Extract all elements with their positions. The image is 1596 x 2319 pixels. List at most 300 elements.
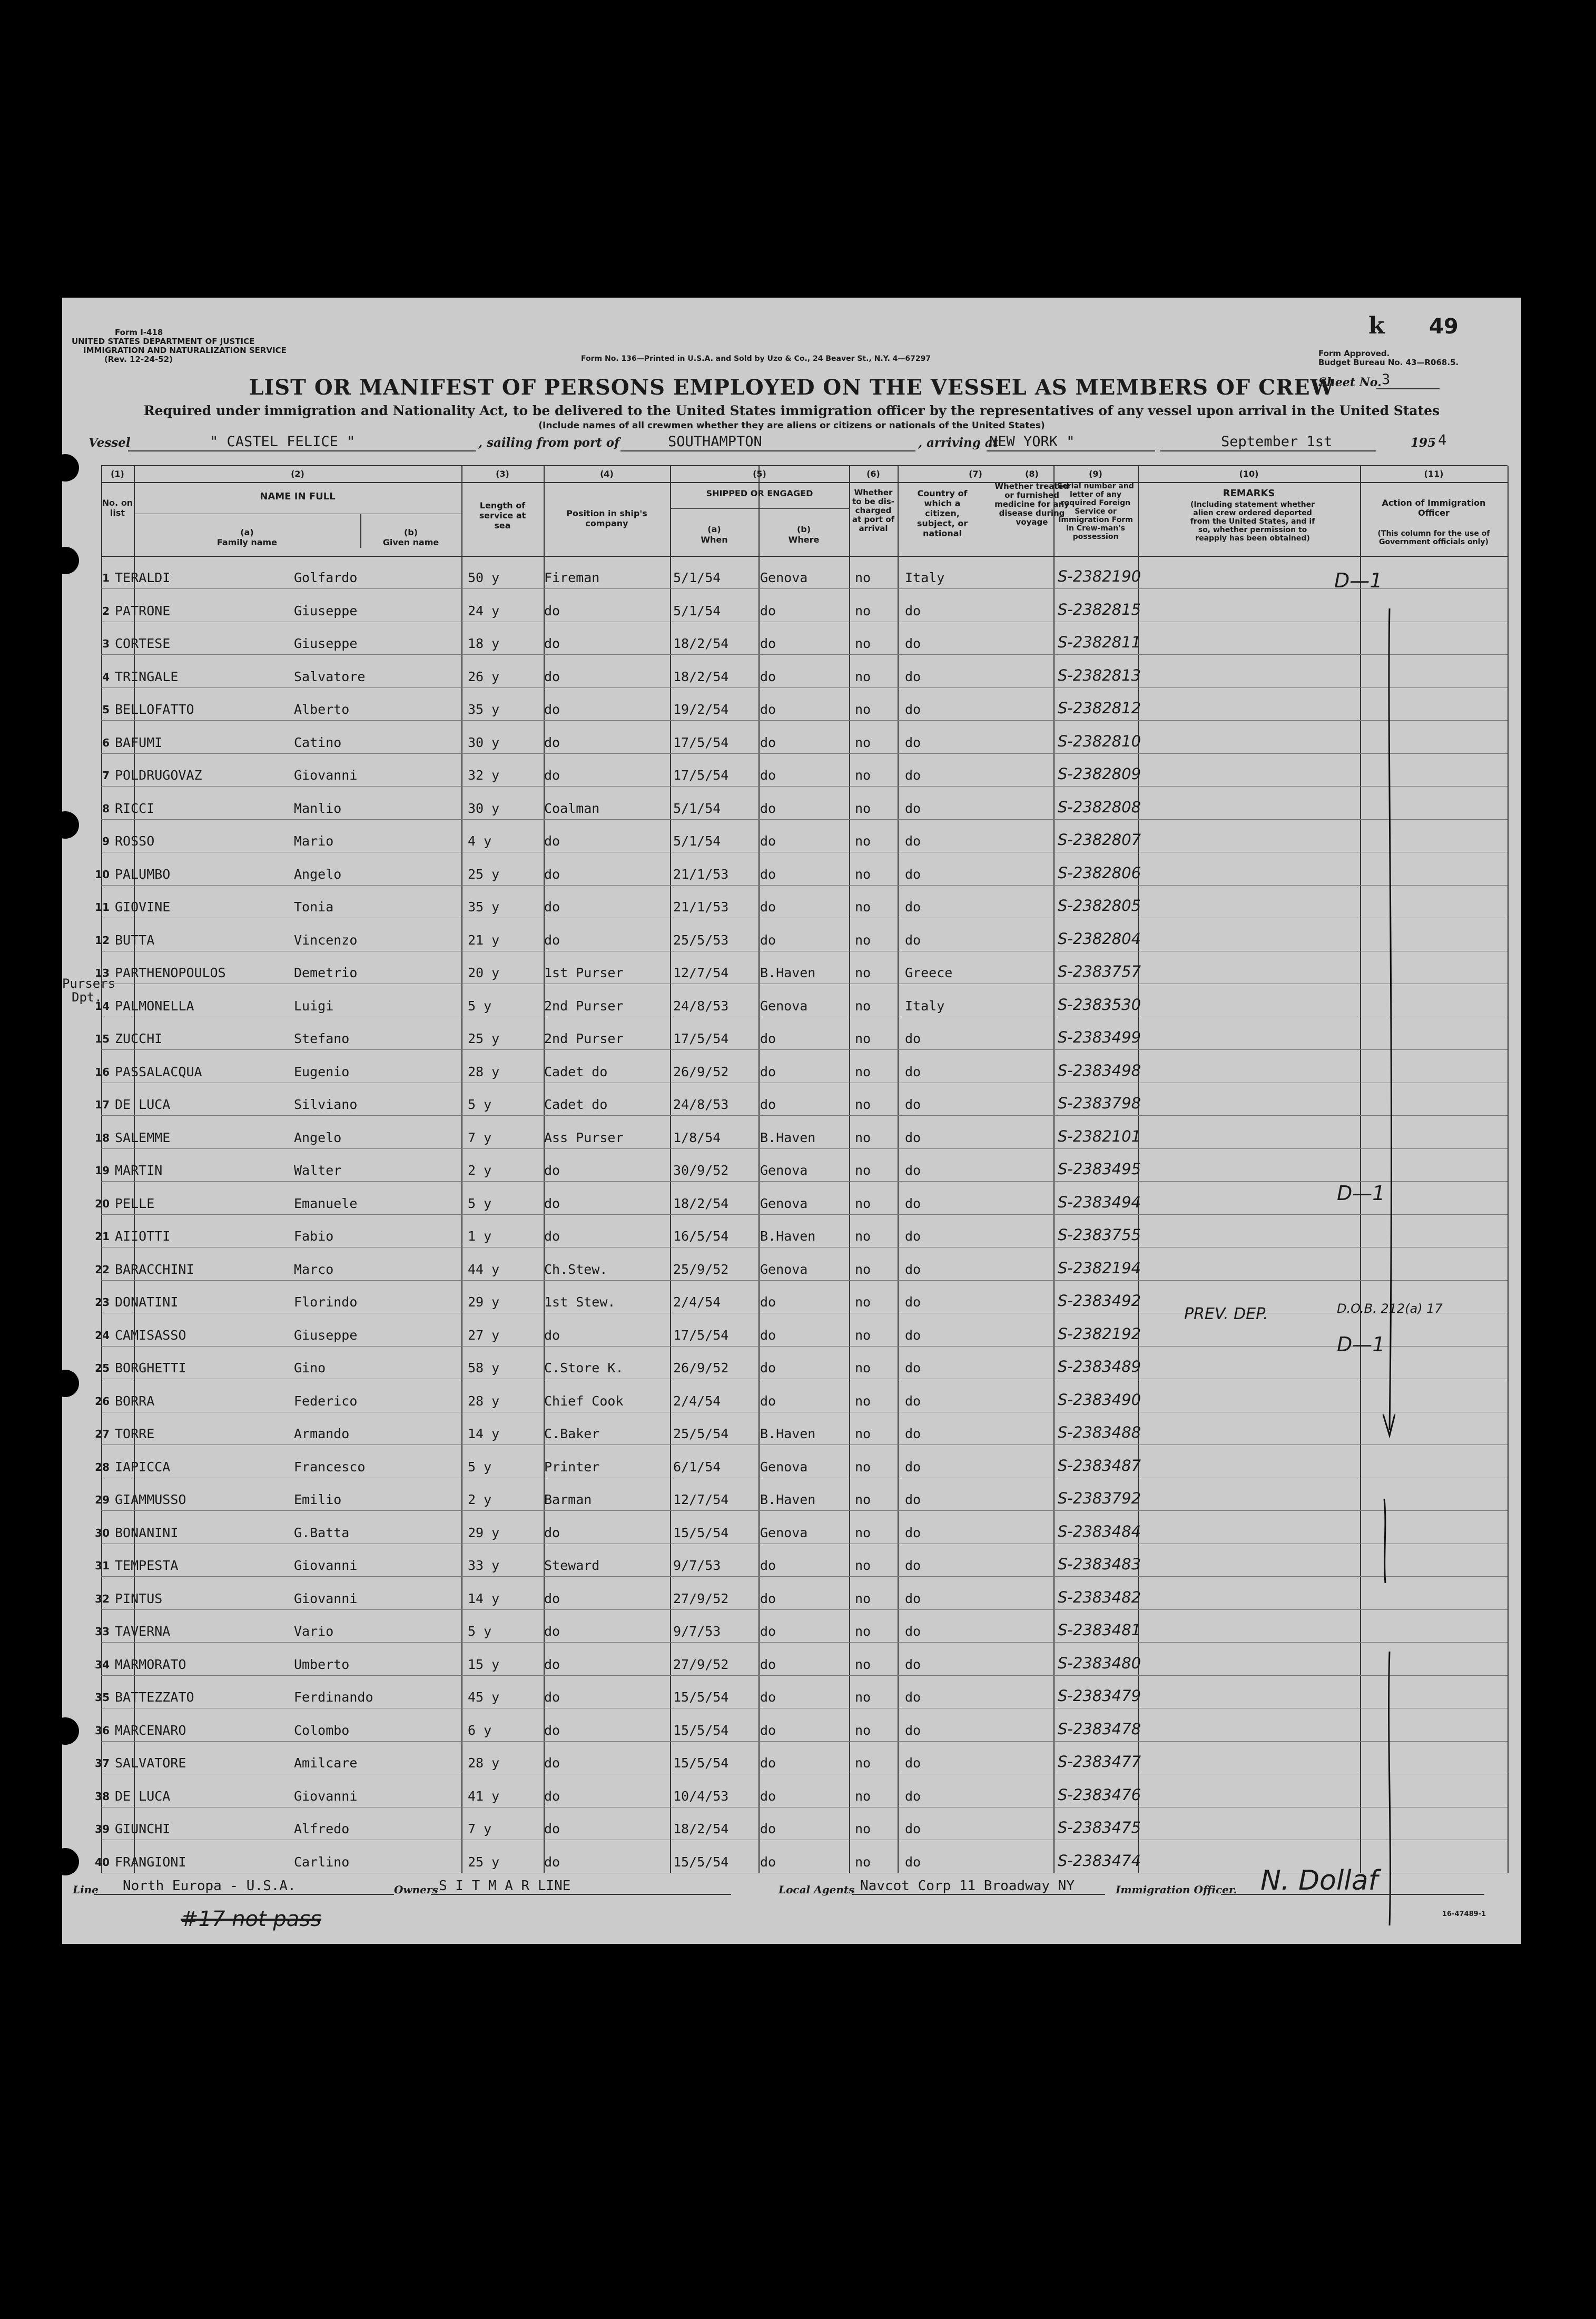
- given-name: Giovanni: [294, 1558, 358, 1573]
- ship-position: do: [544, 1195, 560, 1211]
- engaged-date: 10/4/53: [673, 1788, 729, 1804]
- service-length: 5 y: [468, 1624, 492, 1639]
- discharge-flag: no: [855, 1064, 871, 1079]
- engaged-place: do: [760, 1360, 776, 1375]
- serial-number: S-2382190: [1058, 567, 1141, 585]
- engaged-date: 2/4/54: [673, 1393, 721, 1409]
- ship-position: do: [544, 1327, 560, 1343]
- ship-position: Fireman: [544, 570, 600, 585]
- serial-number: S-2382808: [1058, 798, 1141, 816]
- ship-position: C.Store K.: [544, 1360, 624, 1375]
- engaged-place: do: [760, 1327, 776, 1343]
- family-name: SALVATORE: [115, 1755, 186, 1771]
- ship-position: Printer: [544, 1459, 600, 1475]
- family-name: BONANINI: [115, 1525, 179, 1540]
- col-serial: Serial number and letter of any required Foreign Service or Immigration Form in Crew-man's possession: [1057, 482, 1134, 541]
- engaged-place: do: [760, 1031, 776, 1046]
- service-length: 29 y: [468, 1294, 500, 1310]
- row-number: 14: [95, 999, 110, 1013]
- family-name: BELLOFATTO: [115, 702, 194, 717]
- family-name: TEMPESTA: [115, 1558, 179, 1573]
- engaged-place: do: [760, 1590, 776, 1606]
- citizenship: do: [905, 768, 921, 783]
- row-number: 34: [95, 1658, 110, 1671]
- vessel-name: " CASTEL FELICE ": [210, 434, 356, 450]
- row-number: 2: [102, 604, 110, 617]
- shipped-split-rule: [670, 508, 849, 509]
- discharge-flag: no: [855, 669, 871, 684]
- serial-number: S-2382811: [1058, 633, 1141, 651]
- citizenship: do: [905, 1261, 921, 1277]
- serial-number: S-2383476: [1058, 1785, 1141, 1804]
- service-length: 25 y: [468, 1854, 500, 1870]
- serial-number: S-2382805: [1058, 897, 1141, 915]
- serial-number: S-2383492: [1058, 1292, 1141, 1310]
- family-name: BAFUMI: [115, 734, 163, 750]
- pursers-dept-line1: Pursers: [62, 976, 116, 991]
- serial-number: S-2383477: [1058, 1753, 1141, 1771]
- citizenship: do: [905, 603, 921, 618]
- citizenship: do: [905, 1294, 921, 1310]
- row-number: 4: [102, 670, 110, 683]
- serial-number: S-2382101: [1058, 1127, 1141, 1145]
- arrival-underline: [987, 450, 1155, 451]
- given-name: Eugenio: [294, 1064, 350, 1079]
- service-length: 44 y: [468, 1261, 500, 1277]
- row-rule: [101, 1346, 1508, 1347]
- row-number: 29: [95, 1493, 110, 1506]
- engaged-place: do: [760, 768, 776, 783]
- serial-number: S-2383480: [1058, 1654, 1141, 1672]
- row-number: 39: [95, 1823, 110, 1835]
- serial-number: S-2383478: [1058, 1719, 1141, 1738]
- engaged-place: do: [760, 800, 776, 816]
- engaged-place: do: [760, 1821, 776, 1836]
- service-length: 2 y: [468, 1492, 492, 1507]
- row-number: 23: [95, 1296, 110, 1309]
- discharge-flag: no: [855, 899, 871, 915]
- engaged-date: 18/2/54: [673, 1195, 729, 1211]
- given-name: Armando: [294, 1426, 350, 1441]
- row-number: 21: [95, 1230, 110, 1243]
- given-name: Marco: [294, 1261, 334, 1277]
- serial-number: S-2382812: [1058, 699, 1141, 717]
- given-name: Giovanni: [294, 1788, 358, 1804]
- discharge-flag: no: [855, 1689, 871, 1705]
- engaged-date: 25/5/54: [673, 1426, 729, 1441]
- engaged-date: 24/8/53: [673, 998, 729, 1014]
- service-length: 33 y: [468, 1558, 500, 1573]
- family-name: PALMONELLA: [115, 998, 194, 1014]
- given-name: Emilio: [294, 1492, 342, 1507]
- ship-position: do: [544, 603, 560, 618]
- serial-number: S-2383487: [1058, 1456, 1141, 1475]
- family-name: CORTESE: [115, 636, 171, 651]
- given-name: Tonia: [294, 899, 334, 915]
- citizenship: do: [905, 899, 921, 915]
- engaged-date: 27/9/52: [673, 1590, 729, 1606]
- owners-underline: [431, 1894, 731, 1895]
- given-name: Demetrio: [294, 965, 358, 980]
- citizenship: Italy: [905, 998, 945, 1014]
- engaged-date: 15/5/54: [673, 1689, 729, 1705]
- given-name: Umberto: [294, 1656, 350, 1672]
- citizenship: do: [905, 1163, 921, 1178]
- serial-number: S-2382804: [1058, 929, 1141, 948]
- col-family-a: (a): [240, 527, 254, 537]
- shipping-line: North Europa - U.S.A.: [123, 1878, 296, 1894]
- col2-number: (2): [291, 469, 304, 479]
- family-name: ZUCCHI: [115, 1031, 163, 1046]
- engaged-date: 26/9/52: [673, 1360, 729, 1375]
- given-name: Ferdinando: [294, 1689, 373, 1705]
- given-name: Federico: [294, 1393, 358, 1409]
- service-length: 5 y: [468, 998, 492, 1014]
- given-name: Walter: [294, 1163, 342, 1178]
- given-name: Vario: [294, 1624, 334, 1639]
- serial-number: S-2382194: [1058, 1259, 1141, 1277]
- serial-number: S-2383494: [1058, 1193, 1141, 1211]
- ship-position: Cadet do: [544, 1097, 608, 1112]
- family-name: DONATINI: [115, 1294, 179, 1310]
- citizenship: do: [905, 734, 921, 750]
- row-rule: [101, 1675, 1508, 1676]
- ship-position: do: [544, 734, 560, 750]
- row-number: 28: [95, 1460, 110, 1473]
- engaged-place: Genova: [760, 998, 808, 1014]
- engaged-place: do: [760, 1722, 776, 1738]
- col-country: Country of which a citizen, subject, or national: [917, 488, 968, 538]
- col-action: Action of Immigration Officer: [1382, 498, 1486, 518]
- service-length: 18 y: [468, 636, 500, 651]
- col1-number: (1): [111, 469, 124, 479]
- discharge-flag: no: [855, 1459, 871, 1475]
- engaged-place: B.Haven: [760, 1492, 816, 1507]
- ship-position: 1st Stew.: [544, 1294, 616, 1310]
- serial-number: S-2383495: [1058, 1160, 1141, 1178]
- service-length: 25 y: [468, 866, 500, 882]
- row-number: 9: [102, 835, 110, 848]
- service-length: 35 y: [468, 899, 500, 915]
- ship-position: do: [544, 899, 560, 915]
- row-number: 37: [95, 1757, 110, 1770]
- row-number: 35: [95, 1691, 110, 1704]
- ship-position: Cadet do: [544, 1064, 608, 1079]
- page-mark: k: [1368, 312, 1385, 339]
- discharge-flag: no: [855, 1031, 871, 1046]
- page-number: 49: [1429, 315, 1459, 339]
- engaged-place: do: [760, 1097, 776, 1112]
- ship-position: do: [544, 1229, 560, 1244]
- arrival-port: NEW YORK ": [989, 434, 1075, 450]
- engaged-place: do: [760, 833, 776, 849]
- service-length: 50 y: [468, 570, 500, 585]
- service-length: 2 y: [468, 1163, 492, 1178]
- given-name: Angelo: [294, 866, 342, 882]
- serial-number: S-2383481: [1058, 1621, 1141, 1639]
- col-when: When: [701, 535, 728, 545]
- given-name: Giuseppe: [294, 1327, 358, 1343]
- citizenship: do: [905, 932, 921, 948]
- owners: S I T M A R LINE: [439, 1878, 571, 1894]
- engaged-place: Genova: [760, 570, 808, 585]
- discharge-flag: no: [855, 1821, 871, 1836]
- service-length: 35 y: [468, 702, 500, 717]
- discharge-flag: no: [855, 1195, 871, 1211]
- engaged-date: 30/9/52: [673, 1163, 729, 1178]
- col5-number: (5): [753, 469, 766, 479]
- engaged-date: 25/9/52: [673, 1261, 729, 1277]
- discharge-flag: no: [855, 768, 871, 783]
- col-medicine: Whether treated or furnished medicine for any disease during voyage: [994, 482, 1069, 527]
- row-rule: [101, 1181, 1508, 1182]
- ship-position: do: [544, 1722, 560, 1738]
- ship-position: do: [544, 702, 560, 717]
- department-name: UNITED STATES DEPARTMENT OF JUSTICE: [72, 337, 255, 346]
- family-name: DE LUCA: [115, 1788, 171, 1804]
- line-underline: [94, 1894, 394, 1895]
- given-name: Mario: [294, 833, 334, 849]
- service-length: 26 y: [468, 669, 500, 684]
- col3-number: (3): [496, 469, 509, 479]
- arrival-date: September 1st: [1221, 434, 1333, 450]
- engaged-place: do: [760, 899, 776, 915]
- year-prefix: 195: [1411, 436, 1436, 450]
- given-name: Colombo: [294, 1722, 350, 1738]
- row-number: 18: [95, 1131, 110, 1144]
- form-number: Form I-418: [115, 328, 163, 337]
- given-name: Carlino: [294, 1854, 350, 1870]
- col-no-on-list: No. on list: [102, 498, 133, 518]
- service-length: 24 y: [468, 603, 500, 618]
- engaged-place: B.Haven: [760, 965, 816, 980]
- serial-number: S-2383475: [1058, 1819, 1141, 1836]
- engaged-place: do: [760, 866, 776, 882]
- given-name: Amilcare: [294, 1755, 358, 1771]
- discharge-flag: no: [855, 1755, 871, 1771]
- service-length: 6 y: [468, 1722, 492, 1738]
- row-number: 12: [95, 934, 110, 947]
- engaged-date: 15/5/54: [673, 1755, 729, 1771]
- row-number: 25: [95, 1362, 110, 1374]
- engaged-date: 18/2/54: [673, 636, 729, 651]
- service-length: 30 y: [468, 800, 500, 816]
- ship-position: Barman: [544, 1492, 592, 1507]
- engaged-place: Genova: [760, 1261, 808, 1277]
- serial-number: S-2383479: [1058, 1687, 1141, 1705]
- engaged-date: 21/1/53: [673, 899, 729, 915]
- col-remarks: REMARKS: [1223, 488, 1275, 499]
- family-name: CAMISASSO: [115, 1327, 186, 1343]
- pursers-dept-line2: Dpt.: [72, 990, 102, 1005]
- given-name: Catino: [294, 734, 342, 750]
- service-length: 32 y: [468, 768, 500, 783]
- number-row-rule: [101, 482, 1508, 483]
- given-name: Gino: [294, 1360, 326, 1375]
- family-name: GIUNCHI: [115, 1821, 171, 1836]
- engaged-date: 5/1/54: [673, 603, 721, 618]
- officer-signature: N. Dollaf: [1260, 1865, 1378, 1897]
- discharge-flag: no: [855, 603, 871, 618]
- col7-number: (7): [969, 469, 982, 479]
- engaged-place: do: [760, 1755, 776, 1771]
- engaged-place: do: [760, 1788, 776, 1804]
- family-name: IAPICCA: [115, 1459, 171, 1475]
- serial-number: S-2383792: [1058, 1489, 1141, 1507]
- col-name-in-full: NAME IN FULL: [260, 491, 336, 502]
- service-length: 21 y: [468, 932, 500, 948]
- engaged-date: 21/1/53: [673, 866, 729, 882]
- engaged-date: 16/5/54: [673, 1229, 729, 1244]
- service-length: 5 y: [468, 1459, 492, 1475]
- discharge-flag: no: [855, 1360, 871, 1375]
- serial-number: S-2383498: [1058, 1061, 1141, 1079]
- family-name: PASSALACQUA: [115, 1064, 202, 1079]
- family-name: BARACCHINI: [115, 1261, 194, 1277]
- family-name: SALEMME: [115, 1129, 171, 1145]
- discharge-flag: no: [855, 1656, 871, 1672]
- row-rule: [101, 687, 1508, 688]
- discharge-flag: no: [855, 1129, 871, 1145]
- budget-bureau: Budget Bureau No. 43—R068.5.: [1318, 358, 1459, 367]
- service-length: 27 y: [468, 1327, 500, 1343]
- citizenship: do: [905, 1722, 921, 1738]
- given-name: Giuseppe: [294, 636, 358, 651]
- ship-position: do: [544, 1821, 560, 1836]
- row-number: 40: [95, 1855, 110, 1869]
- service-length: 41 y: [468, 1788, 500, 1804]
- col9-number: (9): [1089, 469, 1102, 479]
- family-name: GIAMMUSSO: [115, 1492, 186, 1507]
- given-name: Golfardo: [294, 570, 358, 585]
- service-length: 20 y: [468, 965, 500, 980]
- family-name: ROSSO: [115, 833, 155, 849]
- row-rule: [101, 654, 1508, 655]
- manifest-title: LIST OR MANIFEST OF PERSONS EMPLOYED ON THE VESSEL AS MEMBERS OF CREW: [249, 375, 1335, 400]
- serial-number: S-2382815: [1058, 600, 1141, 618]
- col-shipped-engaged: SHIPPED OR ENGAGED: [706, 488, 813, 498]
- discharge-flag: no: [855, 965, 871, 980]
- citizenship: do: [905, 1459, 921, 1475]
- col-given-b: (b): [403, 527, 418, 537]
- discharge-flag: no: [855, 702, 871, 717]
- citizenship: do: [905, 1854, 921, 1870]
- header-bottom-rule: [101, 556, 1508, 557]
- date-underline: [1160, 450, 1376, 451]
- row-rule: [101, 1214, 1508, 1215]
- discharge-flag: no: [855, 636, 871, 651]
- serial-number: S-2383484: [1058, 1522, 1141, 1540]
- citizenship: do: [905, 1788, 921, 1804]
- serial-number: S-2382807: [1058, 831, 1141, 849]
- engaged-date: 1/8/54: [673, 1129, 721, 1145]
- ship-position: do: [544, 1590, 560, 1606]
- engaged-date: 5/1/54: [673, 800, 721, 816]
- engaged-place: do: [760, 1558, 776, 1573]
- row-rule: [101, 1510, 1508, 1511]
- engaged-place: do: [760, 603, 776, 618]
- discharge-flag: no: [855, 800, 871, 816]
- serial-number: S-2383474: [1058, 1851, 1141, 1870]
- citizenship: do: [905, 1755, 921, 1771]
- ship-position: Coalman: [544, 800, 600, 816]
- engaged-place: do: [760, 1689, 776, 1705]
- row-rule: [101, 819, 1508, 820]
- col-action-note: (This column for the use of Government officials only): [1377, 529, 1490, 546]
- discharge-flag: no: [855, 998, 871, 1014]
- service-length: 5 y: [468, 1097, 492, 1112]
- citizenship: do: [905, 1229, 921, 1244]
- form-code: 16-47489-1: [1442, 1910, 1486, 1918]
- family-name: PINTUS: [115, 1590, 163, 1606]
- family-name: GIOVINE: [115, 899, 171, 915]
- service-length: 7 y: [468, 1129, 492, 1145]
- col-given-name: Given name: [382, 537, 439, 547]
- engaged-date: 24/8/53: [673, 1097, 729, 1112]
- family-name: BATTEZZATO: [115, 1689, 194, 1705]
- given-name: Alfredo: [294, 1821, 350, 1836]
- citizenship: Greece: [905, 965, 953, 980]
- col8-number: (8): [1025, 469, 1039, 479]
- col-family-name: Family name: [216, 537, 278, 547]
- given-name: G.Batta: [294, 1525, 350, 1540]
- citizenship: do: [905, 1624, 921, 1639]
- service-length: 58 y: [468, 1360, 500, 1375]
- row-number: 8: [102, 802, 110, 815]
- row-number: 38: [95, 1790, 110, 1803]
- engaged-date: 19/2/54: [673, 702, 729, 717]
- ship-position: do: [544, 669, 560, 684]
- agents-label: Local Agents: [779, 1883, 855, 1896]
- engaged-place: Genova: [760, 1459, 808, 1475]
- col-where-b: (b): [796, 524, 811, 534]
- service-length: 28 y: [468, 1393, 500, 1409]
- departure-port: SOUTHAMPTON: [668, 434, 762, 450]
- serial-number: S-2383490: [1058, 1390, 1141, 1409]
- ship-position: do: [544, 1755, 560, 1771]
- engaged-place: do: [760, 1064, 776, 1079]
- row-rule: [101, 885, 1508, 886]
- citizenship: do: [905, 702, 921, 717]
- given-name: Giovanni: [294, 768, 358, 783]
- engaged-date: 18/2/54: [673, 1821, 729, 1836]
- family-name: TORRE: [115, 1426, 155, 1441]
- col-length-service: Length of service at sea: [479, 500, 526, 530]
- family-name: PALUMBO: [115, 866, 171, 882]
- action-bracket-lines: [1316, 577, 1463, 1925]
- row-number: 20: [95, 1197, 110, 1210]
- discharge-flag: no: [855, 1525, 871, 1540]
- family-name: PATRONE: [115, 603, 171, 618]
- service-length: 25 y: [468, 1031, 500, 1046]
- serial-number: S-2383530: [1058, 995, 1141, 1014]
- given-name: Luigi: [294, 998, 334, 1014]
- engaged-place: do: [760, 734, 776, 750]
- family-name: TAVERNA: [115, 1624, 171, 1639]
- row-number: 36: [95, 1724, 110, 1737]
- action-dob: D.O.B. 212(a) 17: [1337, 1301, 1443, 1316]
- ship-position: C.Baker: [544, 1426, 600, 1441]
- engaged-date: 17/5/54: [673, 1031, 729, 1046]
- engaged-place: B.Haven: [760, 1129, 816, 1145]
- remark-prev-dep: PREV. DEP.: [1184, 1305, 1268, 1323]
- line-label: Line: [73, 1883, 98, 1896]
- citizenship: do: [905, 1590, 921, 1606]
- officer-underline: [1221, 1894, 1484, 1895]
- citizenship: do: [905, 1426, 921, 1441]
- header-top-rule: [101, 465, 1508, 466]
- row-number: 7: [102, 769, 110, 782]
